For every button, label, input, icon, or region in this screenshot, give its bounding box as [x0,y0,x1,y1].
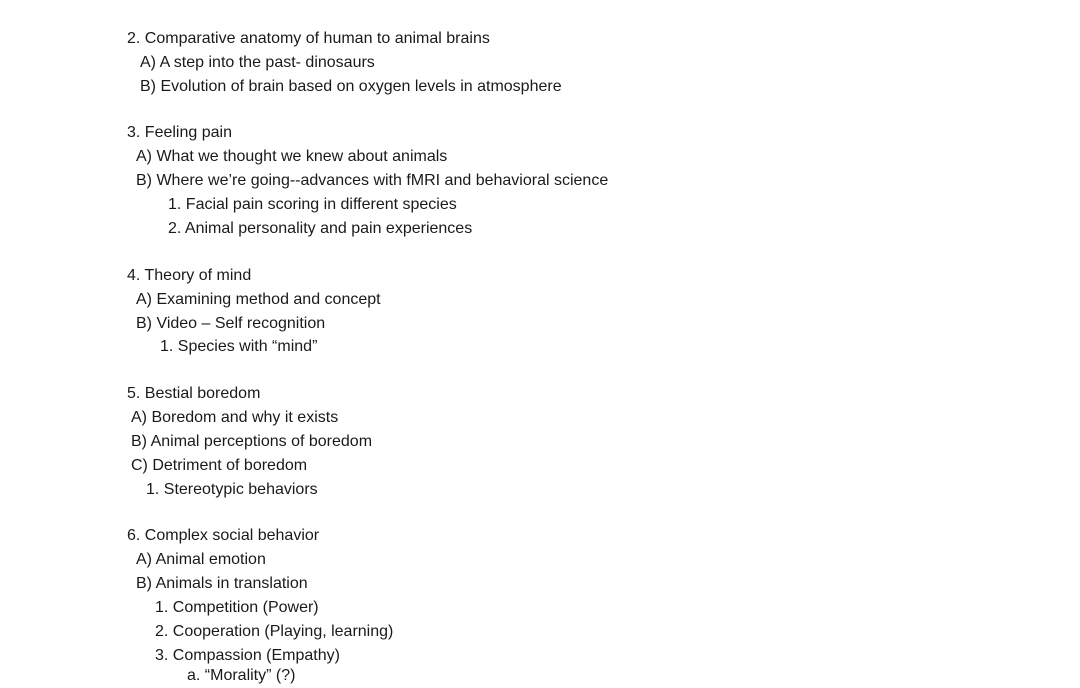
section-4-subitem-1: 1. Species with “mind” [160,338,318,355]
section-3-item-b: B) Where we’re going--advances with fMRI and behavioral science [136,172,609,189]
section-6-item-a: A) Animal emotion [136,551,266,568]
section-3-item-a: A) What we thought we knew about animals [136,148,448,165]
section-6-heading: 6. Complex social behavior [127,527,320,544]
section-5-item-b: B) Animal perceptions of boredom [131,433,373,450]
section-5-item-c: C) Detriment of boredom [131,457,308,474]
section-3-subitem-1: 1. Facial pain scoring in different species [168,196,457,213]
section-5-item-a: A) Boredom and why it exists [131,409,339,426]
section-3-heading: 3. Feeling pain [127,124,232,141]
section-6-subitem-1: 1. Competition (Power) [155,599,319,616]
section-2-heading: 2. Comparative anatomy of human to animal brains [127,30,490,47]
section-4-heading: 4. Theory of mind [127,267,252,284]
section-6-subitem-2: 2. Cooperation (Playing, learning) [155,623,394,640]
section-4-item-a: A) Examining method and concept [136,291,381,308]
section-2-item-a: A) A step into the past- dinosaurs [140,54,375,71]
section-3-subitem-2: 2. Animal personality and pain experiences [168,220,473,237]
section-2-item-b: B) Evolution of brain based on oxygen levels in atmosphere [140,78,562,95]
section-5-heading: 5. Bestial boredom [127,385,261,402]
section-6-subitem-3: 3. Compassion (Empathy) [155,647,340,664]
section-5-subitem-1: 1. Stereotypic behaviors [146,481,318,498]
section-6-item-b: B) Animals in translation [136,575,308,592]
section-6-subitem-3a: a. “Morality” (?) [187,667,296,684]
section-4-item-b: B) Video – Self recognition [136,315,326,332]
